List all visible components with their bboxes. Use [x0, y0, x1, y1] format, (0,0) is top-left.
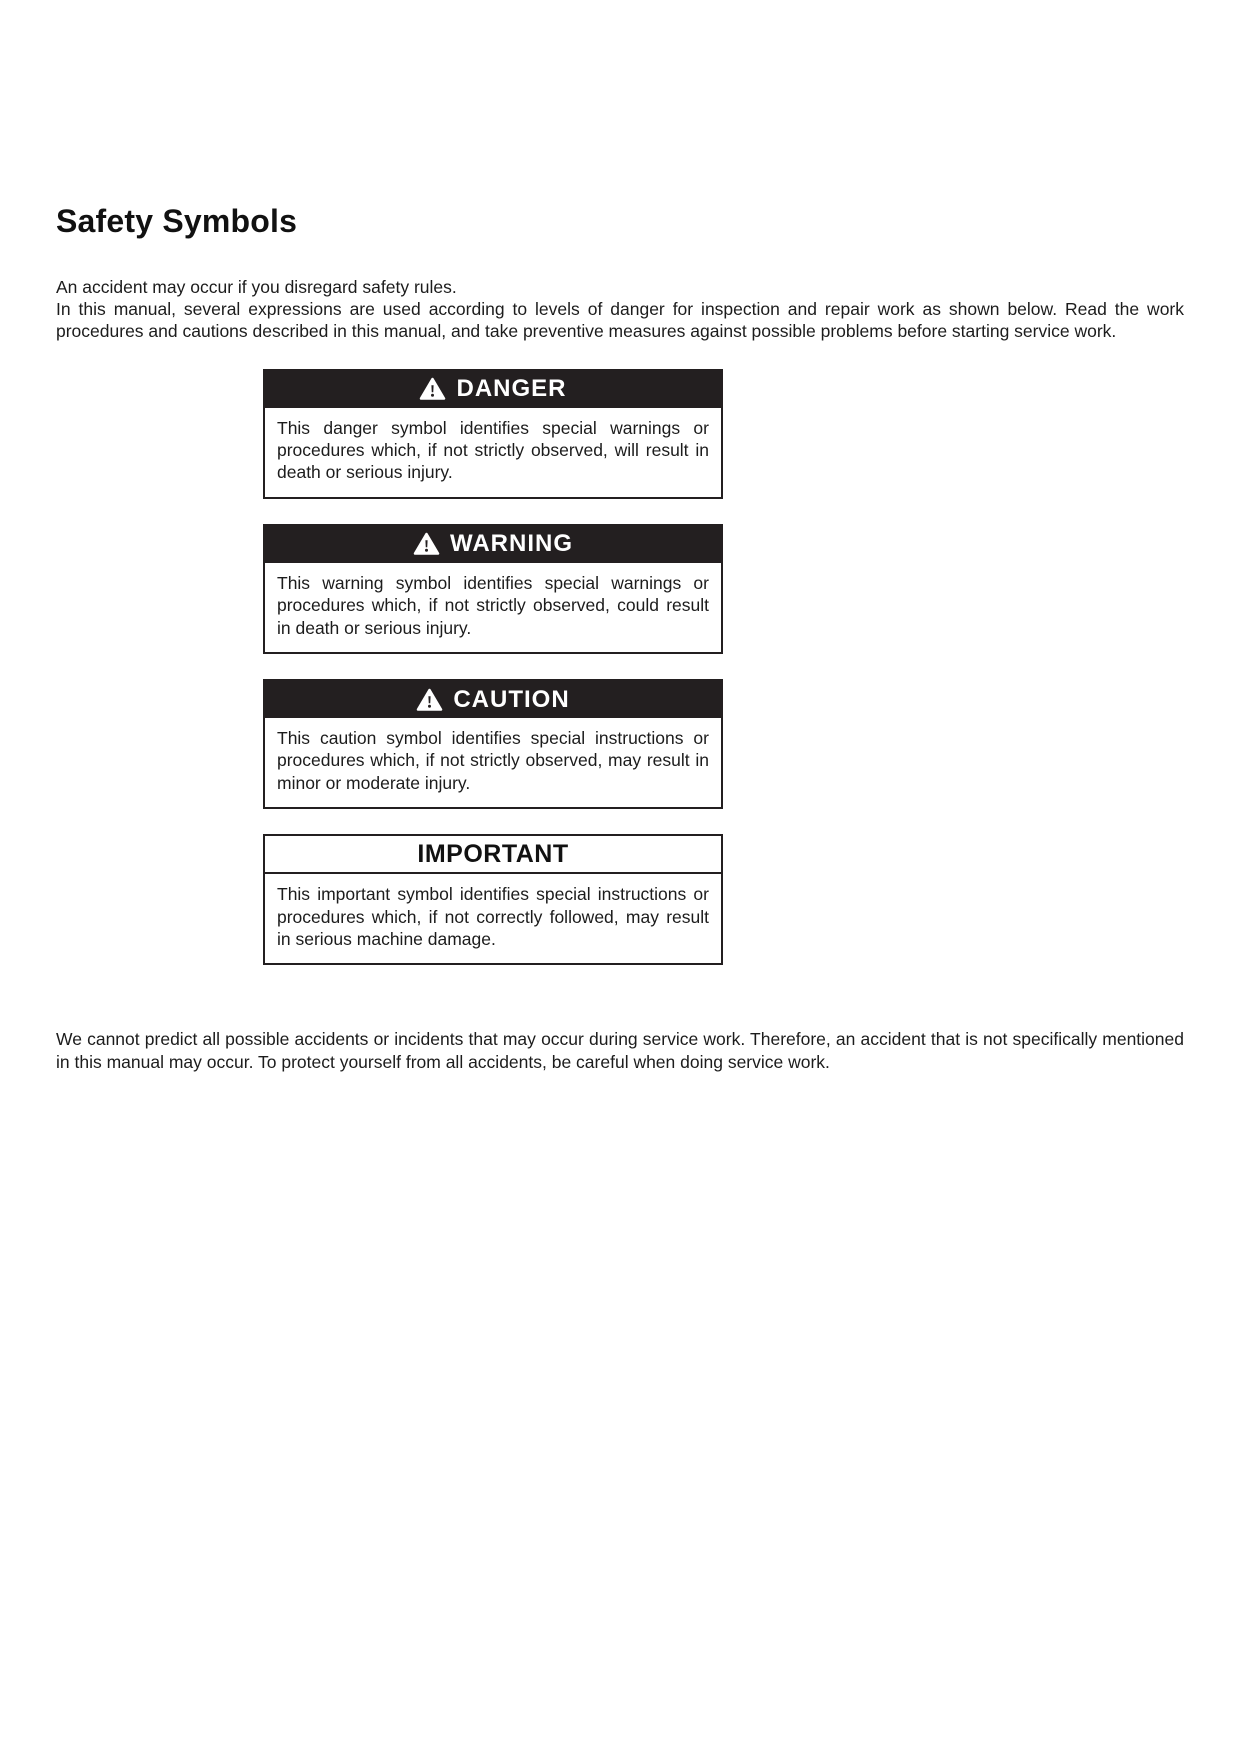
- caution-box-header: [265, 681, 721, 718]
- warning-box-text: This warning symbol identifies special warnings or procedures which, if not strictly observed, could result in death or serious injury.: [277, 572, 709, 638]
- safety-symbol-boxes: [56, 369, 1184, 966]
- danger-box-title: DANGER: [456, 375, 567, 403]
- warning-box-header: [265, 526, 721, 563]
- intro-section: [56, 276, 1184, 343]
- danger-box-header: [265, 371, 721, 408]
- warning-triangle-icon: [419, 377, 446, 401]
- intro-line-1: An accident may occur if you disregard safety rules.: [56, 277, 457, 297]
- danger-box-text: This danger symbol identifies special warnings or procedures which, if not strictly observed, will result in death or serious injury.: [277, 417, 709, 483]
- important-box-title: IMPORTANT: [417, 839, 569, 868]
- page-title: Safety Symbols: [56, 203, 298, 239]
- caution-box: [263, 679, 723, 809]
- warning-box-title: WARNING: [450, 530, 573, 558]
- important-box-header: [265, 836, 721, 874]
- important-box-text: This important symbol identifies special instructions or procedures which, if not correctly followed, may result in serious machine damage.: [277, 884, 709, 950]
- warning-box: [263, 524, 723, 654]
- danger-box: [263, 369, 723, 499]
- intro-line-2: In this manual, several expressions are used according to levels of danger for inspection and repair work as shown below. Read the work procedures and cautions described in this manual, and take preventive measures against possible problems before starting service work.: [56, 299, 1184, 342]
- warning-triangle-icon: [416, 688, 443, 712]
- warning-triangle-icon: [413, 532, 440, 556]
- caution-box-text: This caution symbol identifies special instructions or procedures which, if not strictly observed, may result in minor or moderate injury.: [277, 728, 709, 793]
- caution-box-title: CAUTION: [453, 685, 570, 713]
- closing-text: We cannot predict all possible accidents or incidents that may occur during service work. Therefore, an accident that is not specifically mentioned in this manual may occur. To protect yourself from all accidents, be careful when doing service work.: [56, 1029, 1184, 1073]
- important-box: [263, 834, 723, 965]
- closing-section: [56, 1028, 1184, 1074]
